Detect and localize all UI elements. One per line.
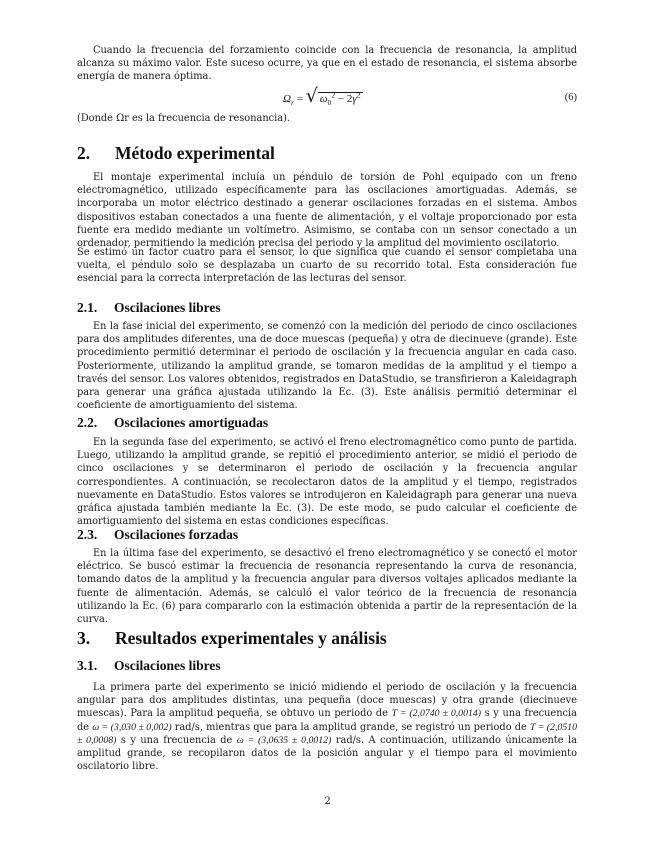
subsection-heading-2-2: 2.2. Oscilaciones amortiguadas xyxy=(77,415,269,430)
period-small-amplitude: T = (2,0740 ± 0,0014) xyxy=(391,708,482,720)
subsection-heading-3-1: 3.1. Oscilaciones libres xyxy=(77,658,221,673)
equation-number: (6) xyxy=(564,92,577,103)
equation-6 xyxy=(77,85,577,114)
radical-sign: √ xyxy=(305,85,318,107)
section2-paragraph-2: Se estimó un factor cuatro para el sensor, lo que significa que cuando el sensor completaba una vuelta, el péndulo solo se desplazaba un cuarto de su recorrido total. Esta consideración fue esencial para la correcta interpretación de las lecturas del sensor. xyxy=(77,247,577,285)
subsection-heading-2-1: 2.1. Oscilaciones libres xyxy=(77,300,221,315)
section-heading-2: 2. Método experimental xyxy=(77,143,275,163)
intro-paragraph: Cuando la frecuencia del forzamiento coincide con la frecuencia de resonancia, la amplitud alcanza su máximo valor. Este suceso ocurre, ya que en el estado de resonancia, el sistema absorbe energía de manera óptima. xyxy=(77,45,577,83)
page-number: 2 xyxy=(324,796,331,807)
section2-paragraph-1: El montaje experimental incluía un péndulo de torsión de Pohl equipado con un freno electromagnético, utilizado específicamente para las oscilaciones amortiguadas. Además, se incorporaba un motor eléctrico destinado a generar oscilaciones forzadas en el sistema. Ambos dispositivos estaban conectados a una fuente de alimentación, y el voltaje proporcionado por esta fuente era medido mediante un voltímetro. Asimismo, se contaba con un sensor conectado a un ordenador, permitiendo la medición precisa del periodo y la amplitud del movimiento oscilatorio. xyxy=(77,172,577,250)
subsection-2-3-paragraph: En la última fase del experimento, se desactivó el freno electromagnético y se conectó el motor eléctrico. Se buscó estimar la frecuencia de resonancia representando la curva de resonancia, tomando datos de la amplitud y la frecuencia angular para diversos voltajes aplicados mediante la fuente de alimentación. Además, se calculó el valor teórico de la frecuencia de resonancia utilizando la Ec. (6) para compararlo con la estimación obtenida a partir de la representación de la curva. xyxy=(77,548,577,626)
section-heading-3: 3. Resultados experimentales y análisis xyxy=(77,628,387,648)
frequency-large-amplitude: ω = (3,0635 ± 0,0012) xyxy=(236,734,332,746)
subsection-heading-2-3: 2.3. Oscilaciones forzadas xyxy=(77,527,239,542)
subsection-2-1-paragraph: En la fase inicial del experimento, se comenzó con la medición del periodo de cinco oscilaciones para dos amplitudes diferentes, una de doce muescas (pequeña) y otra de diecinueve (grande). Este procedimiento permitió determinar el periodo de oscilación y la frecuencia angular en cada caso. Posteriormente, utilizando la amplitud grande, se tomaron medidas de la amplitud y el tiempo a través del sensor. Los valores obtenidos, registrados en DataStudio, se transfirieron a Kaleidagraph para generar una gráfica ajustada utilizando la Ec. (3). Este análisis permitió determinar el coeficiente de amortiguamiento del sistema. xyxy=(77,321,577,412)
equation-note: (Donde Ωr es la frecuencia de resonancia). xyxy=(77,113,291,124)
square-root: √ $\omega_0^2 - 2\gamma^2$ xyxy=(305,85,361,108)
subsection-2-2-paragraph: En la segunda fase del experimento, se activó el freno electromagnético como punto de partida. Luego, utilizando la amplitud grande, se repitió el procedimiento anterior, se midió el periodo de cinco oscilaciones y se determinaron el periodo de oscilación y la frecuencia angular correspondientes. A continuación, se recolectaron datos de la amplitud y el tiempo, registrados nuevamente en DataStudio. Estos valores se introdujeron en Kaleidagraph para generar una nueva gráfica ajustada también mediante la Ec. (3). De este modo, se pudo calcular el coeficiente de amortiguamiento del sistema en estas condiciones específicas. xyxy=(77,437,577,528)
frequency-small-amplitude: ω = (3,030 ± 0,002) xyxy=(92,721,172,733)
equation-body: $\Omega_r$ = √ $\omega_0^2 - 2\gamma^2$ xyxy=(283,85,361,108)
period-large-amplitude: T = (2,0510 ± 0,0008) xyxy=(77,721,577,746)
subsection-3-1-paragraph: La primera parte del experimento se inició midiendo el periodo de oscilación y la frecuencia angular para dos amplitudes distintas, una pequeña (doce muescas) y otra grande (diecinueve muescas). Para la amplitud pequeña, se obtuvo un periodo de T = (2,0740 ± 0,0014) s y una frecuencia de ω = (3,030 ± 0,002) rad/s, mientras que para la amplitud grande, se registró un periodo de T = (2,0510 ± 0,0008) s y una frecuencia de ω = (3,0635 ± 0,0012) rad/s. A continuación, utilizando únicamente la amplitud grande, se recopilaron datos de la posición angular y el tiempo para el movimiento oscilatorio libre. xyxy=(77,682,577,773)
